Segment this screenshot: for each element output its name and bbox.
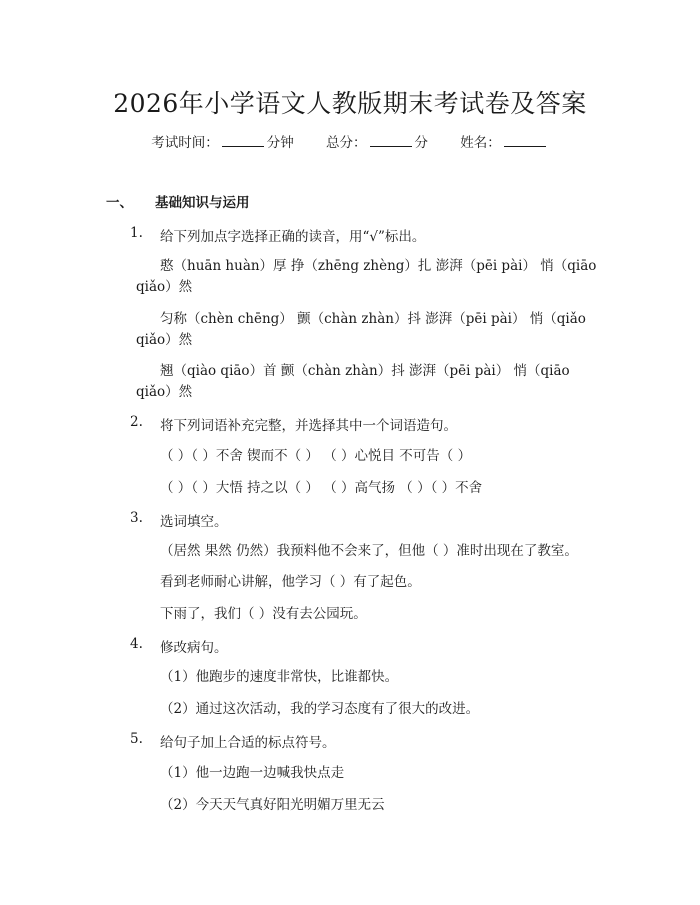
question-1-line: qiǎo）然 (136, 332, 193, 348)
question-2-number: 2. (130, 414, 143, 430)
question-5-text: 给句子加上合适的标点符号。 (160, 735, 336, 751)
score-blank (370, 134, 412, 147)
question-1-line: qiǎo）然 (136, 279, 193, 295)
exam-score (326, 135, 428, 151)
page-title: 2026年小学语文人教版期末考试卷及答案 (113, 89, 587, 118)
question-1-line: 憨（huān huàn）厚 挣（zhēng zhèng）扎 澎湃（pēi pài） 悄（qiāo (160, 258, 597, 274)
time-blank (222, 134, 264, 147)
question-5-number: 5. (130, 731, 143, 747)
score-label: 总分： (326, 135, 367, 151)
question-1-line: 翘（qiào qiāo）首 颤（chàn zhàn）抖 澎湃（pēi pài） 悄（qiāo (160, 363, 570, 379)
question-3-line: （居然 果然 仍然）我预料他不会来了，但他（ ）准时出现在了教室。 (160, 543, 578, 559)
question-5-line: （2）今天天气真好阳光明媚万里无云 (160, 797, 385, 813)
name-label: 姓名： (460, 135, 501, 151)
question-2-line: （ ）（ ）大悟 持之以（ ） （ ）高气扬 （ ）（ ）不舍 (160, 480, 483, 496)
question-3-number: 3. (130, 510, 143, 526)
exam-name (460, 135, 549, 151)
question-4-line: （2）通过这次活动，我的学习态度有了很大的改进。 (160, 701, 480, 717)
question-3-line: 看到老师耐心讲解，他学习（ ）有了起色。 (160, 574, 421, 590)
score-unit: 分 (414, 135, 428, 151)
question-4-line: （1）他跑步的速度非常快，比谁都快。 (160, 669, 399, 685)
name-blank (504, 134, 546, 147)
question-1-line: qiǎo）然 (136, 384, 193, 400)
section-heading (106, 191, 250, 211)
question-1-line: 匀称（chèn chēng） 颤（chàn zhàn）抖 澎湃（pēi pài） 悄（qiǎo (160, 311, 586, 327)
question-4-number: 4. (130, 636, 143, 652)
question-1-number: 1. (130, 225, 143, 241)
question-1-text: 给下列加点字选择正确的读音，用“√”标出。 (160, 229, 426, 245)
exam-meta (0, 131, 700, 151)
question-4-text: 修改病句。 (160, 640, 228, 656)
time-label: 考试时间： (151, 135, 219, 151)
question-3-line: 下雨了，我们（ ）没有去公园玩。 (160, 606, 367, 622)
question-2-line: （ ）（ ）不舍 锲而不（ ） （ ）心悦目 不可告（ ） (160, 448, 472, 464)
question-2-text: 将下列词语补充完整，并选择其中一个词语造句。 (160, 418, 457, 434)
section-title: 基础知识与运用 (155, 195, 250, 211)
question-5-line: （1）他一边跑一边喊我快点走 (160, 765, 345, 781)
question-3-text: 选词填空。 (160, 514, 228, 530)
section-number: 一、 (106, 195, 133, 211)
time-unit: 分钟 (266, 135, 294, 151)
exam-time (151, 135, 294, 151)
